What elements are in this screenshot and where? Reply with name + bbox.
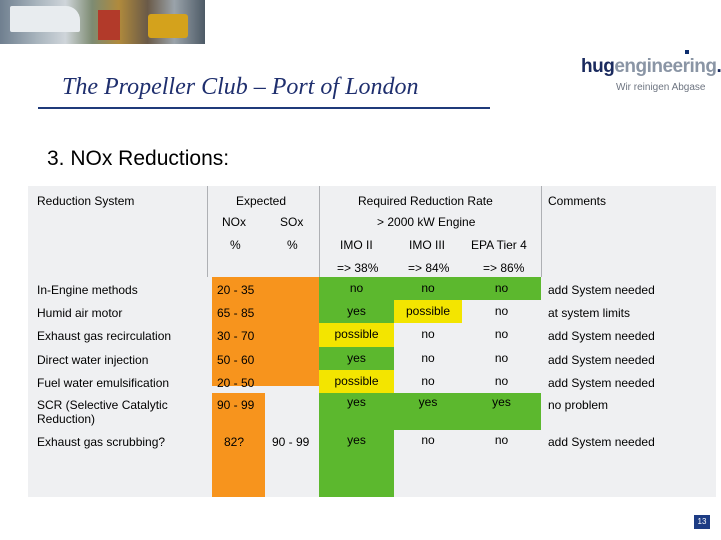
epa-value: no [494, 327, 509, 341]
imo3-value: no [421, 433, 435, 447]
imo2-value: yes [347, 304, 366, 318]
col-header-nox-unit: % [230, 238, 241, 252]
imo2-value: possible [334, 327, 379, 341]
imo3-value: no [421, 351, 435, 365]
imo2-value: yes [347, 351, 366, 365]
comment-value: add System needed [548, 329, 655, 343]
slide-title: The Propeller Club – Port of London [62, 74, 419, 100]
imo3-value: no [421, 281, 435, 295]
logo-wordmark [581, 56, 721, 78]
header-photo-banner [0, 0, 205, 44]
imo3-value: yes [418, 395, 438, 409]
col-header-sox-unit: % [287, 238, 298, 252]
row-label: Fuel water emulsification [37, 376, 170, 390]
col-header-imo3-target: => 84% [408, 261, 450, 275]
header-divider-1 [207, 186, 208, 277]
row-label: Exhaust gas recirculation [37, 329, 172, 343]
header-divider-2 [319, 186, 320, 277]
epa-value: no [494, 433, 509, 447]
col-header-sox: SOx [280, 215, 304, 229]
comment-value: add System needed [548, 435, 655, 449]
epa-value: no [494, 374, 509, 388]
logo-period: . [716, 56, 721, 77]
row-label: In-Engine methods [37, 283, 138, 297]
col-header-engine: > 2000 kW Engine [377, 215, 476, 229]
imo3-value: no [421, 374, 435, 388]
row-label: Exhaust gas scrubbing? [37, 435, 166, 449]
col-header-nox: NOx [222, 215, 246, 229]
row-label: SCR (Selective Catalytic Reduction) [37, 398, 168, 426]
imo3-value: no [421, 327, 435, 341]
comment-value: no problem [548, 398, 609, 412]
col-header-required: Required Reduction Rate [358, 194, 493, 208]
epa-value: no [494, 304, 509, 318]
epa-value: no [494, 281, 509, 295]
nox-value: 65 - 85 [217, 306, 255, 320]
imo2-value: yes [347, 395, 366, 409]
header-divider-3 [541, 186, 542, 277]
nox-value: 30 - 70 [217, 329, 255, 343]
col-header-imo2-target: => 38% [337, 261, 379, 275]
hug-engineering-logo [581, 56, 721, 93]
section-title: 3. NOx Reductions: [47, 147, 230, 170]
col-header-expected: Expected [236, 194, 287, 208]
row-label: Direct water injection [37, 353, 149, 367]
logo-hug: hug [581, 56, 615, 77]
imo2-value: possible [334, 374, 379, 388]
comment-value: at system limits [548, 306, 631, 320]
page-number: 13 [694, 515, 710, 529]
comment-value: add System needed [548, 283, 655, 297]
nox-value: 20 - 35 [217, 283, 255, 297]
row-label: Humid air motor [37, 306, 123, 320]
comment-value: add System needed [548, 376, 655, 390]
nox-value: 90 - 99 [217, 398, 255, 412]
logo-engineering: engineering [614, 56, 717, 77]
logo-dot [685, 50, 689, 54]
col-header-imo3: IMO III [409, 238, 445, 252]
epa-value: no [494, 351, 509, 365]
imo3-value: possible [405, 304, 451, 318]
col-header-epa-target: => 86% [483, 261, 525, 275]
col-header-imo2: IMO II [340, 238, 373, 252]
sox-value: 90 - 99 [272, 435, 310, 449]
col-header-epa: EPA Tier 4 [471, 238, 527, 252]
ship-image [10, 6, 80, 32]
nox-value: 82? [224, 435, 245, 449]
imo2-value: no [349, 281, 364, 295]
epa-value: yes [492, 395, 511, 409]
col-header-comments: Comments [548, 194, 607, 208]
logo-tagline: Wir reinigen Abgase [616, 82, 706, 93]
title-underline [38, 107, 490, 109]
machine-image [148, 14, 188, 38]
funnel-image [98, 10, 120, 40]
nox-value: 50 - 60 [217, 353, 255, 367]
nox-value: 20 - 50 [217, 376, 255, 390]
comment-value: add System needed [548, 353, 655, 367]
col-header-system: Reduction System [37, 194, 135, 208]
imo2-value: yes [347, 433, 366, 447]
